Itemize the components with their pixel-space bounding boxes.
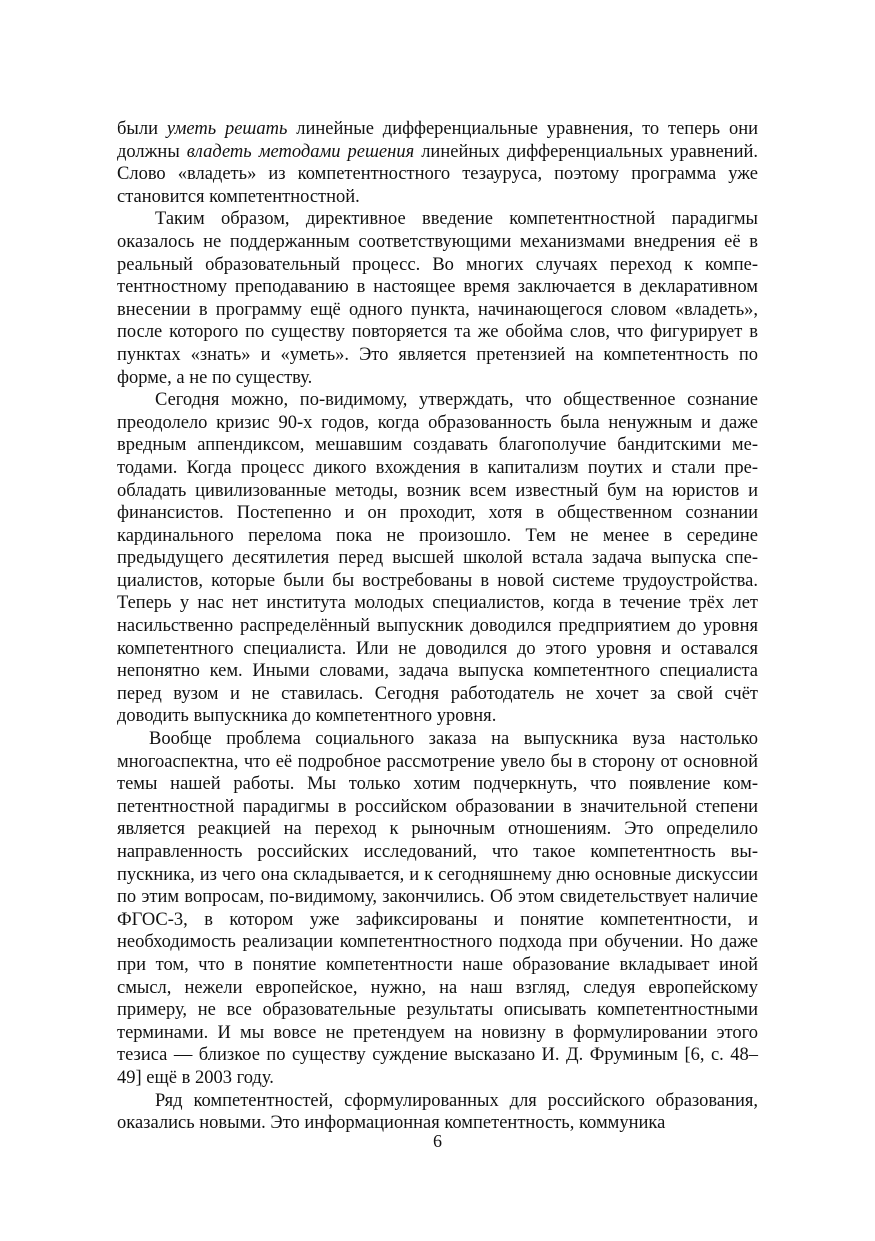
page-number: 6 <box>433 1131 442 1151</box>
paragraph-2: Таким образом, директивное введение компетентностной парадигмы оказалось не поддержанным соответствующими механизмами внедрения её в реальный образовательный процесс. Во многих случаях переход к компетентностному преподаванию в настоящее время заключается в декларативном внесении в программу ещё одного пункта, начинающегося словом «владеть», после которого по существу повторяется та же обойма слов, что фигурирует в пунктах «знать» и «уметь». Это является претензией на компетентность по форме, а не по существу. <box>117 209 758 388</box>
paragraph-1-italic-a: уметь решать <box>166 119 288 139</box>
paragraph-3: Сегодня можно, по-видимому, утверждать, что общественное сознание преодолело кризис 90-х годов, когда образованность была ненужным и даже вредным аппендиксом, мешавшим создавать благополучие бандитскими методами. Когда процесс дикого вхождения в капитализм поутих и стали преобладать цивилизованные методы, возник всем известный бум на юристов и финансистов. Постепенно и он проходит, хотя в общественном сознании кардинального перелома пока не произошло. Тем не менее в середине предыдущего десятилетия перед высшей школой встала задача выпуска специалистов, которые были бы востребованы в новой системе трудоустройства. Теперь у нас нет института молодых специалистов, когда в течение трёх лет насильственно распределённый выпускник доводился предприятием до уровня компетентного специалиста. Или не доводился до этого уровня и оставался непонятно кем. Иными словами, задача выпуска компетентного специалиста перед вузом и не ставилась. Сегодня работодатель не хочет за свой счёт доводить выпускника до компетентного уровня. <box>117 390 758 727</box>
paragraph-4: Вообще проблема социального заказа на выпускника вуза настолько многоаспектна, что её подробное рассмотрение увело бы в сторону от основной темы нашей работы. Мы только хотим подчеркнуть, что появление компетентностной парадигмы в российском образовании в значительной степени является реакцией на переход к рыночным отношениям. Это определило направленность российских исследований, что такое компетентность выпускника, из чего она складывается, и к сегодняшнему дню основные дискуссии по этим вопросам, по-видимому, закончились. Об этом свидетельствует наличие ФГОС-3, в котором уже зафиксированы и понятие компетентности, и необходимость реализации компетентностного подхода при обучении. Но даже при том, что в понятие компетентности наше образование вкладывает иной смысл, нежели европейское, нужно, на наш взгляд, следуя европейскому примеру, не все образовательные результаты описывать компетентностными терминами. И мы вовсе не претендуем на новизну в формулировании этого тезиса — близкое по существу суждение высказано И. Д. Фруминым [6, с. 48–49] ещё в 2003 году. <box>117 729 758 1088</box>
body-text <box>117 118 758 1135</box>
paragraph-1-text-c: линейных дифференциальных уравнений. Слово «владеть» из компетентностного тезауруса, поэтому программа уже становится компетентностной. <box>117 141 759 207</box>
paragraph-1-text-b: линейные дифференциальные уравнения, то теперь они должны <box>117 119 758 162</box>
paragraph-1 <box>117 118 758 208</box>
paragraph-1-text-a: были <box>117 119 167 139</box>
paragraph-1-italic-b: владеть методами решения <box>186 141 415 162</box>
paragraph-5: Ряд компетентностей, сформулированных для российского образования, оказались новыми. Это информационная компетентность, коммуника <box>117 1090 758 1134</box>
